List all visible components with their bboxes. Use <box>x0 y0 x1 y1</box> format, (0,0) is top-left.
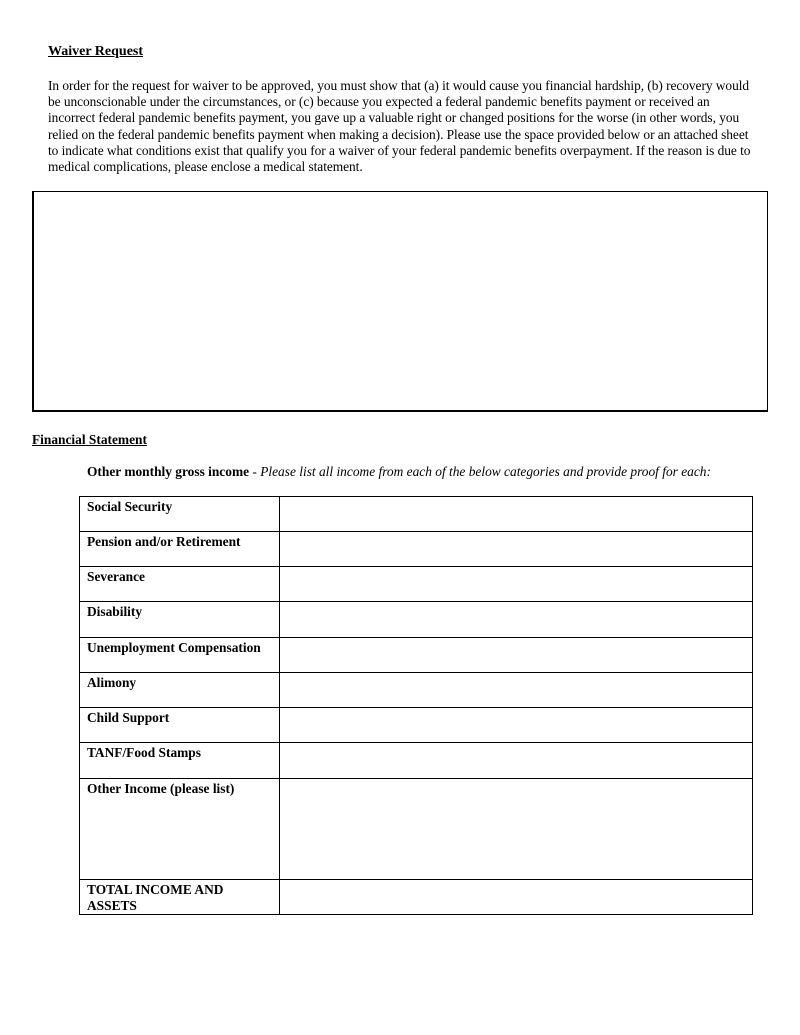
row-label-social-security: Social Security <box>80 497 280 532</box>
row-label-unemployment: Unemployment Compensation <box>80 638 280 673</box>
financial-statement-title: Financial Statement <box>32 432 147 447</box>
income-intro-lead: Other monthly gross income <box>87 464 250 479</box>
table-row <box>80 708 753 743</box>
field-unemployment[interactable] <box>280 638 753 673</box>
field-alimony[interactable] <box>280 673 753 708</box>
row-label-other-income: Other Income (please list) <box>80 779 280 880</box>
income-intro-instruction: Please list all income from each of the below categories and provide proof for each: <box>260 464 711 479</box>
income-intro <box>87 464 711 480</box>
field-pension[interactable] <box>280 532 753 567</box>
waiver-explanation-box[interactable] <box>32 191 768 412</box>
table-row <box>80 880 753 915</box>
field-child-support[interactable] <box>280 708 753 743</box>
field-tanf[interactable] <box>280 743 753 779</box>
table-row <box>80 638 753 673</box>
field-total[interactable] <box>280 880 753 915</box>
field-severance[interactable] <box>280 567 753 602</box>
table-row <box>80 567 753 602</box>
table-row <box>80 497 753 532</box>
income-intro-separator: - <box>249 464 261 479</box>
waiver-title: Waiver Request <box>48 44 144 59</box>
field-disability[interactable] <box>280 602 753 638</box>
row-label-total: TOTAL INCOME AND ASSETS <box>80 880 280 915</box>
table-row <box>80 779 753 880</box>
row-label-alimony: Alimony <box>80 673 280 708</box>
row-label-tanf: TANF/Food Stamps <box>80 743 280 779</box>
row-label-disability: Disability <box>80 602 280 638</box>
table-row <box>80 602 753 638</box>
table-row <box>80 743 753 779</box>
row-label-child-support: Child Support <box>80 708 280 743</box>
table-row <box>80 673 753 708</box>
row-label-severance: Severance <box>80 567 280 602</box>
table-row <box>80 532 753 567</box>
field-social-security[interactable] <box>280 497 753 532</box>
row-label-pension: Pension and/or Retirement <box>80 532 280 567</box>
waiver-instructions: In order for the request for waiver to be approved, you must show that (a) it would cause you financial hardship, (b) recovery would be unconscionable under the circumstances, or (c) because you expected a federal pandemic benefits payment or received an incorrect federal pandemic benefits payment, you gave up a valuable right or changed positions for the worse (in other words, you relied on the federal pandemic benefits payment when making a decision). Please use the space provided below or an attached sheet to indicate what conditions exist that qualify you for a waiver of your federal pandemic benefits overpayment. If the reason is due to medical complications, please enclose a medical statement. <box>48 78 751 175</box>
income-table <box>79 496 753 915</box>
field-other-income[interactable] <box>280 779 753 880</box>
